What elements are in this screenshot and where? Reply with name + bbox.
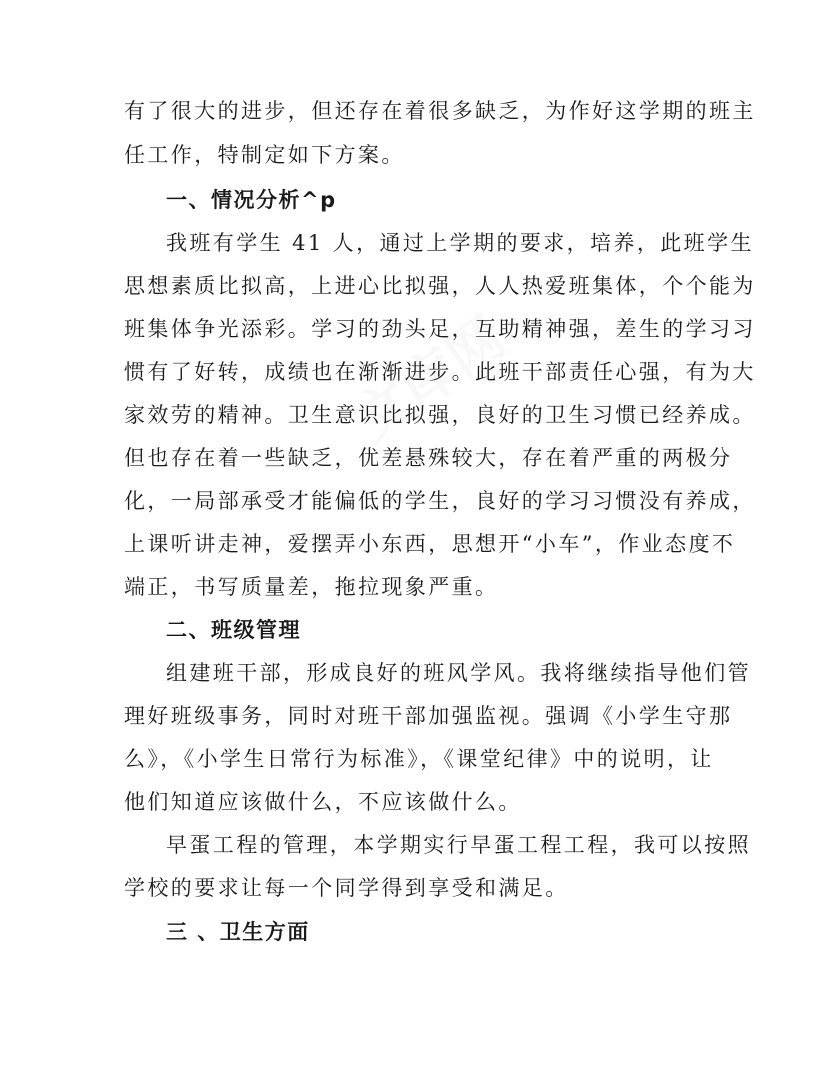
section-heading-situation-analysis: 一、情况分析^p xyxy=(166,188,337,212)
paragraph-line: 家效劳的精神。卫生意识比拟强，良好的卫生习惯已经养成。 xyxy=(124,403,756,427)
section-heading-hygiene: 三 、卫生方面 xyxy=(166,920,310,944)
paragraph-line: 惯有了好转，成绩也在渐渐进步。此班干部责任心强，有为大 xyxy=(124,360,756,384)
paragraph-line: 班集体争光添彩。学习的劲头足，互助精神强，差生的学习习 xyxy=(124,317,756,341)
paragraph-line: 化，一局部承受才能偏低的学生，良好的学习习惯没有养成， xyxy=(124,489,756,513)
paragraph-line: 早蛋工程的管理，本学期实行早蛋工程工程，我可以按照 xyxy=(166,833,751,857)
paragraph-line: 有了很大的进步，但还存在着很多缺乏，为作好这学期的班主 xyxy=(124,99,756,123)
paragraph-line: 他们知道应该做什么，不应该做什么。 xyxy=(124,790,522,814)
paragraph-line: 我班有学生 41 人，通过上学期的要求，培养，此班学生 xyxy=(166,231,754,255)
paragraph-line: 学校的要求让每一个同学得到享受和满足。 xyxy=(124,876,569,900)
watermark: 文库网 xyxy=(342,304,518,455)
paragraph-line: 上课听讲走神，爱摆弄小东西，思想开“小车”，作业态度不 xyxy=(124,532,736,556)
paragraph-line: 端正，书写质量差，拖拉现象严重。 xyxy=(124,575,499,599)
paragraph-line: 但也存在着一些缺乏，优差悬殊较大，存在着严重的两极分 xyxy=(124,446,733,470)
paragraph-line: 任工作，特制定如下方案。 xyxy=(124,143,405,167)
paragraph-line: 么》，《小学生日常行为标准》，《课堂纪律》中的说明，让 xyxy=(124,747,714,771)
section-heading-class-management: 二、班级管理 xyxy=(166,618,301,642)
paragraph-line: 理好班级事务，同时对班干部加强监视。强调《小学生守那 xyxy=(124,704,733,728)
paragraph-line: 组建班干部，形成良好的班风学风。我将继续指导他们管 xyxy=(166,661,751,685)
paragraph-line: 思想素质比拟高，上进心比拟强，人人热爱班集体，个个能为 xyxy=(124,274,756,298)
